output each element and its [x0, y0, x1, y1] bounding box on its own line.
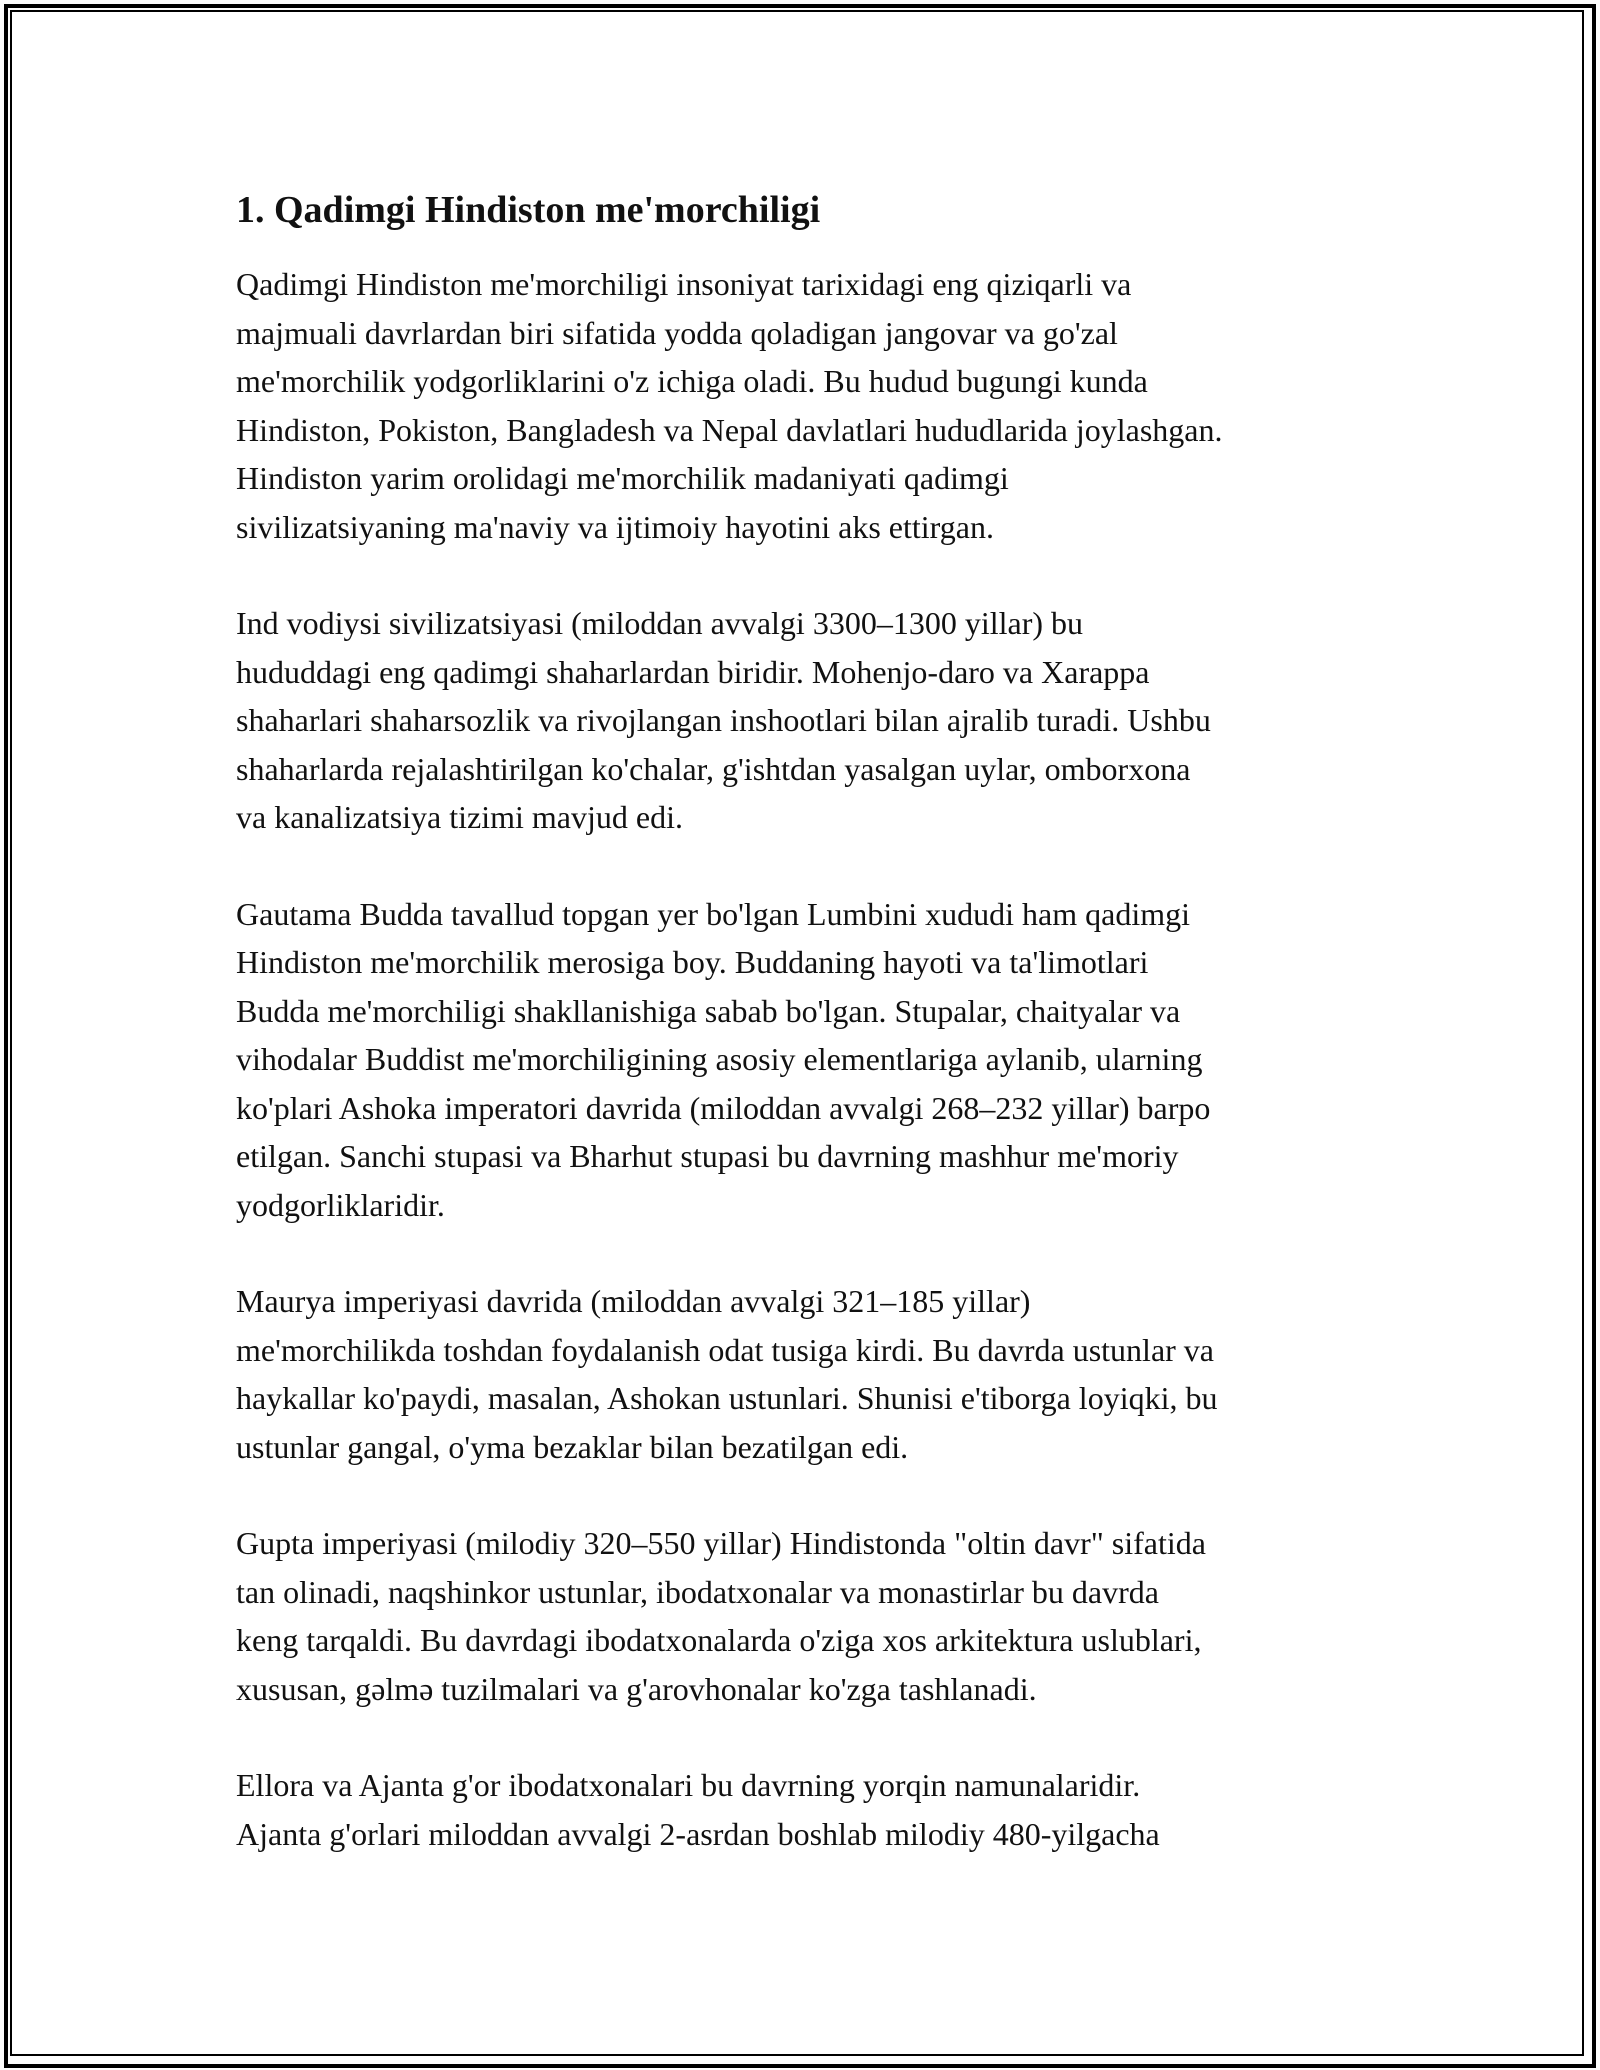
paragraph-line: Qadimgi Hindiston me'morchiligi insoniyat tarixidagi eng qiziqarli va	[236, 266, 1132, 302]
paragraph-line: me'morchilik yodgorliklarini o'z ichiga oladi. Bu hudud bugungi kunda	[236, 363, 1148, 399]
paragraph	[236, 890, 1381, 1230]
paragraph-list	[236, 260, 1386, 1858]
paragraph-line: ustunlar gangal, o'yma bezaklar bilan bezatilgan edi.	[236, 1428, 909, 1465]
paragraph-line: Hindiston me'morchilik merosiga boy. Buddaning hayoti va ta'limotlari	[236, 944, 1149, 980]
paragraph-line: tan olinadi, naqshinkor ustunlar, ibodatxonalar va monastirlar bu davrda	[236, 1573, 1159, 1610]
paragraph-line: Hindiston yarim orolidagi me'morchilik madaniyati qadimgi	[236, 460, 1009, 496]
paragraph-line: majmuali davrlardan biri sifatida yodda qoladigan jangovar va go'zal	[236, 314, 1118, 351]
paragraph-line: ko'plari Ashoka imperatori davrida (miloddan avvalgi 268–232 yillar) barpo	[236, 1089, 1211, 1126]
paragraph	[236, 599, 1381, 842]
paragraph-line: Ellora va Ajanta g'or ibodatxonalari bu davrning yorqin namunalaridir.	[236, 1767, 1141, 1803]
paragraph-line: Hindiston, Pokiston, Bangladesh va Nepal davlatlari hududlarida joylashgan.	[236, 411, 1223, 448]
paragraph-line: Ajanta g'orlari miloddan avvalgi 2-asrdan boshlab milodiy 480-yilgacha	[236, 1815, 1160, 1852]
paragraph-line: shaharlari shaharsozlik va rivojlangan inshootlari bilan ajralib turadi. Ushbu	[236, 702, 1211, 738]
paragraph-line: Gupta imperiyasi (milodiy 320–550 yillar) Hindistonda "oltin davr" sifatida	[236, 1525, 1206, 1561]
paragraph-line: hududdagi eng qadimgi shaharlardan biridir. Mohenjo-daro va Xarappa	[236, 653, 1150, 690]
section-heading: 1. Qadimgi Hindiston me'morchiligi	[236, 189, 821, 231]
paragraph-line: me'morchilikda toshdan foydalanish odat tusiga kirdi. Bu davrda ustunlar va	[236, 1331, 1214, 1368]
paragraph-line: Gautama Budda tavallud topgan yer bo'lgan Lumbini xududi ham qadimgi	[236, 895, 1191, 932]
paragraph	[236, 1761, 1381, 1858]
paragraph-line: Maurya imperiyasi davrida (miloddan avvalgi 321–185 yillar)	[236, 1283, 1031, 1319]
paragraph-line: xususan, gəlmə tuzilmalari va g'arovhonalar ko'zga tashlanadi.	[236, 1670, 1037, 1707]
document-body	[236, 186, 1386, 1906]
paragraph-line: shaharlarda rejalashtirilgan ko'chalar, g'ishtdan yasalgan uylar, omborxona	[236, 750, 1191, 787]
paragraph-line: va kanalizatsiya tizimi mavjud edi.	[236, 799, 683, 835]
paragraph-line: etilgan. Sanchi stupasi va Bharhut stupasi bu davrning mashhur me'moriy	[236, 1138, 1179, 1174]
paragraph	[236, 1277, 1381, 1471]
paragraph-line: yodgorliklaridir.	[236, 1186, 445, 1223]
paragraph-line: Budda me'morchiligi shakllanishiga sabab bo'lgan. Stupalar, chaityalar va	[236, 992, 1181, 1029]
paragraph	[236, 260, 1381, 551]
paragraph-line: haykallar ko'paydi, masalan, Ashokan ustunlari. Shunisi e'tiborga loyiqki, bu	[236, 1380, 1218, 1416]
paragraph-line: sivilizatsiyaning ma'naviy va ijtimoiy hayotini aks ettirgan.	[236, 508, 994, 545]
paragraph-line: vihodalar Buddist me'morchiligining asosiy elementlariga aylanib, ularning	[236, 1041, 1203, 1077]
paragraph-line: keng tarqaldi. Bu davrdagi ibodatxonalarda o'ziga xos arkitektura uslublari,	[236, 1622, 1202, 1658]
paragraph-line: Ind vodiysi sivilizatsiyasi (miloddan avvalgi 3300–1300 yillar) bu	[236, 605, 1083, 641]
paragraph	[236, 1519, 1381, 1713]
